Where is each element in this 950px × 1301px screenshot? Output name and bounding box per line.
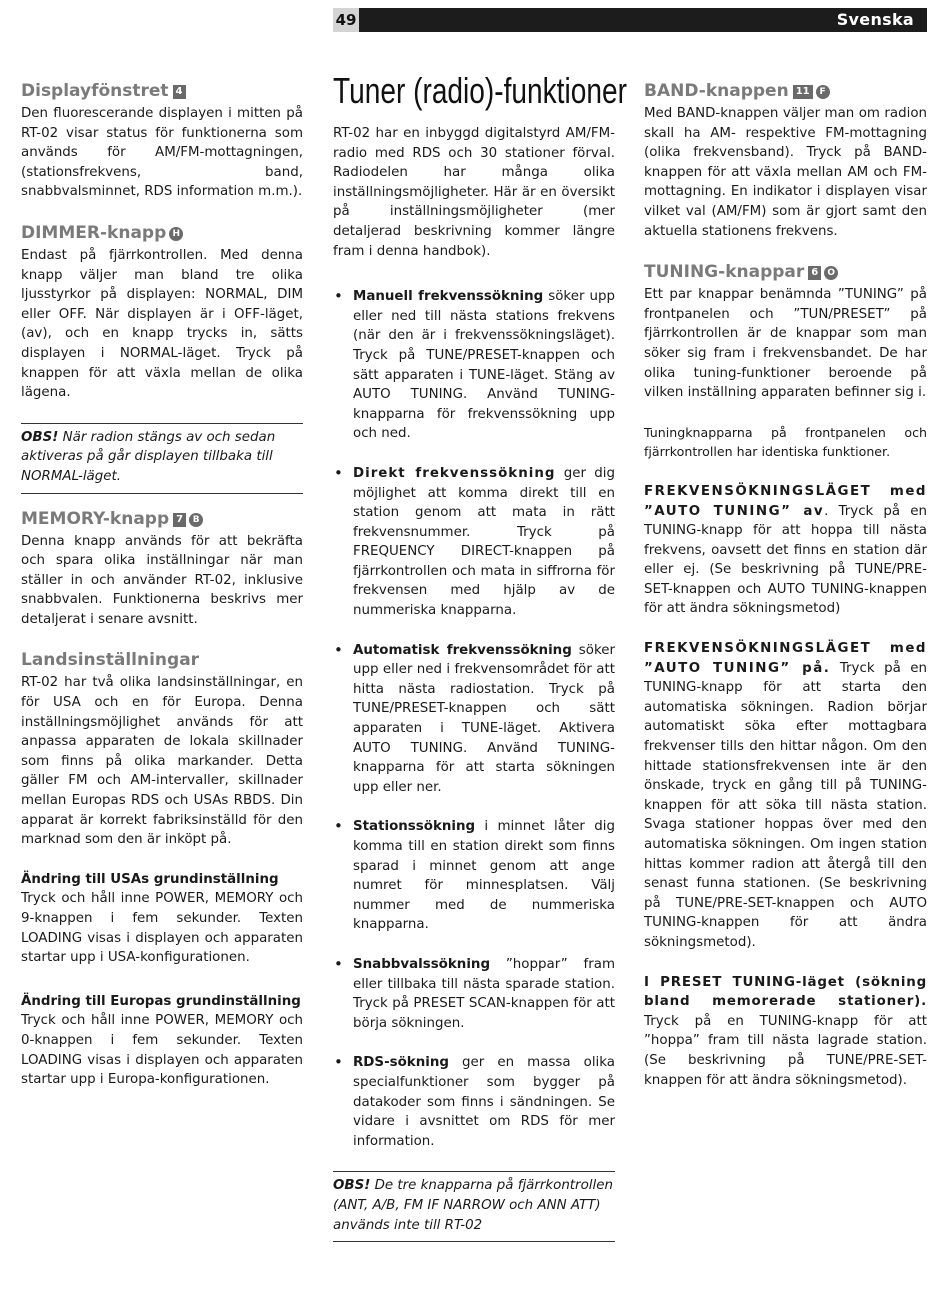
- section-heading-tuning: TUNING-knappar 6 O: [644, 261, 927, 283]
- list-item: • Direkt frekvenssökning ger dig möjlighet att komma direkt till en station genom att mata in rätt frekvensnummer. Tryck på FREQUENCY DIRECT-knappen på fjärrkontrollen och mata in siffrorna för frekvensen med hjälp av de nummeriska knapparna.: [353, 464, 615, 621]
- section-heading-lands: Landsinställningar: [21, 650, 200, 671]
- ref-tag: 11: [793, 85, 813, 99]
- right-column: [644, 80, 927, 1110]
- auto-tuning-off-heading: FREKVENSÖKNINGSLÄGET med ”AUTO TUNING” av: [644, 483, 927, 519]
- page-title: Tuner (radio)-funktioner: [333, 70, 627, 111]
- usa-subheading: Ändring till USAs grundinställning: [21, 871, 279, 887]
- tuning-text-2: Tuningknapparna på frontpanelen och fjärrkontrollen har identiska funktioner.: [644, 424, 927, 460]
- section-heading-memory: MEMORY-knapp 7 B: [21, 508, 303, 530]
- display-text: Den fluorescerande displayen i mitten på RT-02 visar status för funktionerna som används för AM/FM-mottagningen, (stationsfrekvens, band, snabbvalsminnet, RDS information m.m.).: [21, 106, 303, 200]
- page-number: 49: [333, 8, 359, 32]
- ref-tag: H: [169, 227, 183, 241]
- ref-tag: 4: [173, 85, 186, 99]
- ref-tag: B: [189, 513, 203, 527]
- note-label: OBS!: [21, 429, 59, 445]
- europe-subheading: Ändring till Europas grundinställning: [21, 993, 301, 1009]
- note-text: När radion stängs av och sedan aktiveras på går displayen tillbaka till NORMAL-läget.: [21, 429, 276, 484]
- auto-tuning-on-heading: FREKVENSÖKNINGSLÄGET med ”AUTO TUNING” på.: [644, 641, 927, 676]
- preset-tuning-paragraph: [644, 973, 927, 1091]
- europe-paragraph: [21, 992, 303, 1090]
- auto-tuning-on-paragraph: [644, 639, 927, 953]
- list-item: • Manuell frekvenssökning söker upp eller ned till nästa stations frekvens (när den är i frekvenssökningsläget). Tryck på TUNE/PRESET-knappen och sätt apparaten i TUNE-läget. Stäng av AUTO TUNING. Använd TUNING-knapparna för frekvenssökning upp och ned.: [353, 287, 615, 444]
- auto-tuning-on-text: Tryck på en TUNING-knapp för att starta den automatiska sökningen. Radion börjar automatiskt söka efter mottagbara frekvenser tills den hittar någon. Om den hittade stationsfrekvensen inte är den önskade, tryck en gång till på TUNING-knappen för att söka till nästa station. Svaga stationer hoppas över med den automatiska sökningen. Om ingen station hittas kommer radion att återgå till den senast funna stationen. (Se beskrivning på TUNE/PRE-SET-knappen och AUTO TUNING-knappen för att ändra sökningsmetod).: [644, 660, 927, 950]
- middle-column: [333, 70, 627, 1256]
- usa-paragraph: [21, 870, 303, 968]
- note-box: [21, 423, 303, 494]
- band-text: Med BAND-knappen väljer man om radion skall ha AM- respektive FM-mottagning (olika frekvensband). Tryck på BAND-knappen för att växla mellan AM och FM-mottagning. En indikator i displayen visar vilket val (AM/FM) som är gjort samt den aktuella stationens frekvens.: [644, 106, 927, 239]
- list-item: • Stationssökning i minnet låter dig komma till en station direkt som finns sparad i minnet genom att ange numret för minnesplatsen. Välj nummer med de nummeriska knapparna.: [353, 817, 615, 935]
- auto-tuning-off-paragraph: [644, 482, 927, 619]
- intro-text: RT-02 har en inbyggd digitalstyrd AM/FM-radio med RDS och 30 stationer förval. Radiodelen har många olika inställningsmöjligheter. Här är en översikt på inställningsmöjligheter (mer detaljerad beskrivning kommer längre fram i denna handbok).: [333, 126, 615, 259]
- auto-tuning-off-text: . Tryck på en TUNING-knapp för att hoppa till nästa frekvens, oavsett det finns en station där eller ej. (Se beskrivning på TUNE/PRE-SET-knappen och AUTO TUNING-knappen för att ändra sökningsmetod): [644, 503, 927, 617]
- left-column: [21, 80, 303, 1110]
- note-label: OBS!: [333, 1178, 371, 1194]
- ref-tag: F: [816, 85, 830, 99]
- preset-tuning-heading: I PRESET TUNING-läget (sökning bland memorerade stationer).: [644, 974, 927, 1010]
- list-item: • RDS-sökning ger en massa olika specialfunktioner som bygger på datakoder som finns i sändningen. Se vidare i avsnittet om RDS för mer information.: [353, 1053, 615, 1151]
- note-box: [333, 1171, 615, 1242]
- section-heading-dimmer: DIMMER-knapp H: [21, 222, 303, 244]
- ref-tag: 6: [808, 266, 821, 280]
- list-item: • Snabbvalssökning ”hoppar” fram eller tillbaka till nästa sparade station. Tryck på PRESET SCAN-knappen för att börja sökningen.: [353, 955, 615, 1033]
- preset-tuning-text: Tryck på en TUNING-knapp för att ”hoppa” fram till nästa lagrade station. (Se beskrivning på TUNE/PRE-SET-knappen för att ändra sökningsmetod).: [644, 1013, 927, 1088]
- section-heading-band: BAND-knappen 11 F: [644, 80, 927, 102]
- feature-list: [333, 287, 615, 1151]
- ref-tag: O: [824, 266, 838, 280]
- memory-text: Denna knapp används för att bekräfta och spara olika inställningar när man ställer in och använder RT-02, inklusive snabbvalen. Funktionerna beskrivs mer detaljerat i senare avsnitt.: [21, 533, 303, 627]
- language-label: Svenska: [836, 10, 914, 29]
- list-item: • Automatisk frekvenssökning söker upp eller ned i frekvensområdet för att hitta nästa radiostation. Tryck på TUNE/PRESET-knappen och sätt apparaten i TUNE-läget. Aktivera AUTO TUNING. Använd TUNING-knapparna för att starta sökningen upp eller ner.: [353, 641, 615, 798]
- usa-text: Tryck och håll inne POWER, MEMORY och 9-knappen i fem sekunder. Texten LOADING visas i displayen och apparaten startar upp i USA-konfigurationen.: [21, 891, 303, 966]
- section-heading-display: Displayfönstret 4: [21, 80, 303, 102]
- tuning-text: Ett par knappar benämnda ”TUNING” på frontpanelen och ”TUN/PRESET” på fjärrkontrollen är de knappar som man söker sig fram i frekvensbandet. De har olika tuning-funktioner beroende på vilken inställning apparaten befinner sig i.: [644, 287, 927, 401]
- ref-tag: 7: [173, 513, 186, 527]
- europe-text: Tryck och håll inne POWER, MEMORY och 0-knappen i fem sekunder. Texten LOADING visas i displayen och apparaten startar upp i Europa-konfigurationen.: [21, 1013, 303, 1088]
- dimmer-text: Endast på fjärrkontrollen. Med denna knapp väljer man bland tre olika ljusstyrkor på displayen: NORMAL, DIM eller OFF. När displayen är i OFF-läget, (av), och en knapp trycks in, sätts displayen i NORMAL-läget. Tryck på knappen för att växla mellan de olika lägena.: [21, 247, 303, 401]
- lands-text: RT-02 har två olika landsinställningar, en för USA och en för Europa. Denna inställningsmöjlighet används för att anpassa apparaten de lokala skillnader som finns på olika markander. Detta gäller FM och AM-intervaller, skillnader mellan Europas RDS och USAs RBDS. Din apparat är korrekt fabriksinställd för den marknad som den är inköpt på.: [21, 675, 303, 848]
- note-text: De tre knapparna på fjärrkontrollen (ANT, A/B, FM IF NARROW och ANN ATT) används inte till RT-02: [333, 1178, 613, 1233]
